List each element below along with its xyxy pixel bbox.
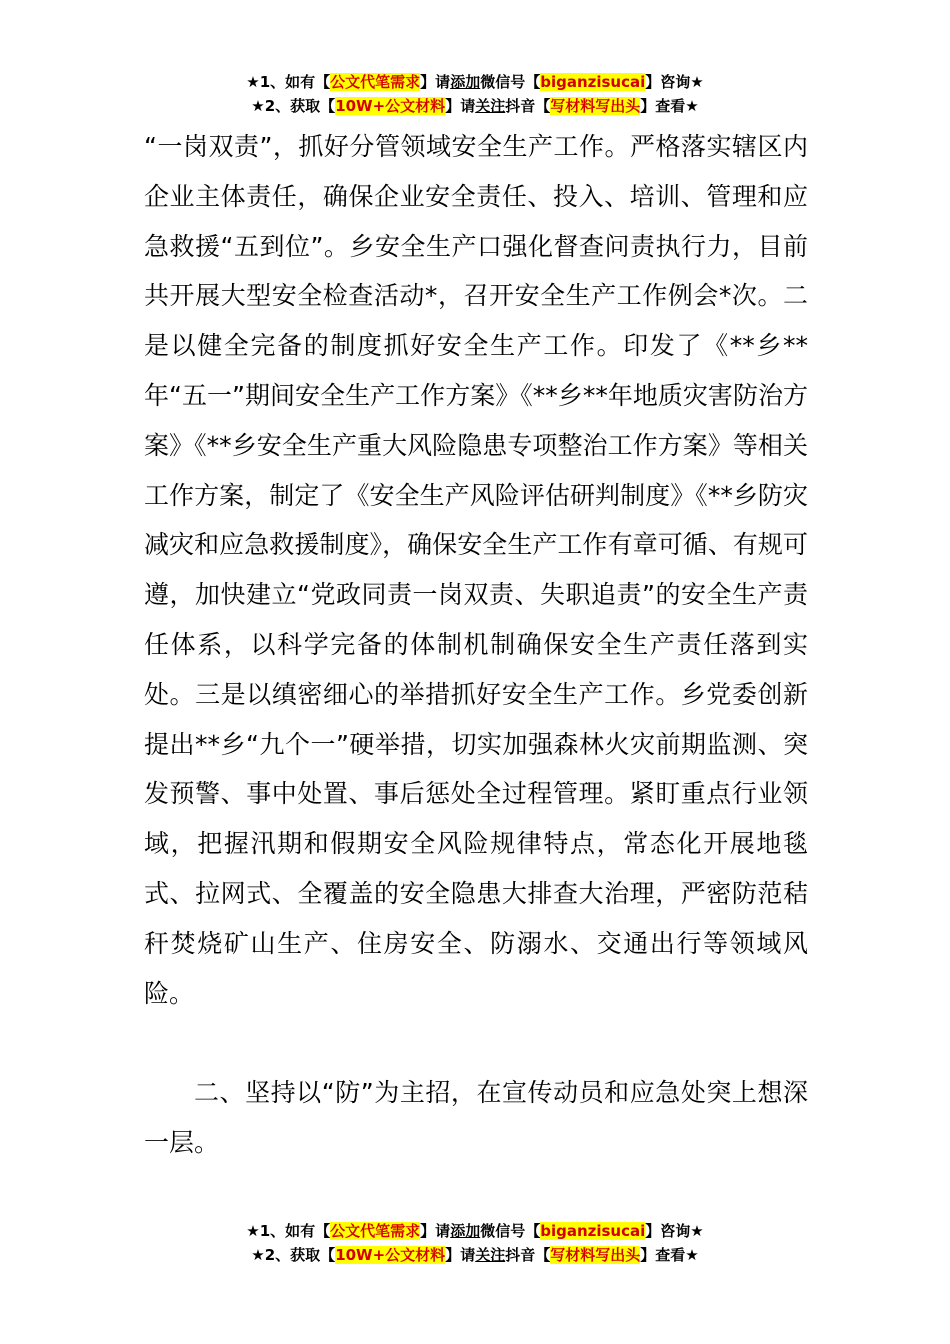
header-banner bbox=[0, 70, 950, 118]
banner-text: ★1、如有【 bbox=[246, 1222, 331, 1240]
banner-text: 】请 bbox=[420, 1222, 451, 1240]
banner-text: 抖音【 bbox=[505, 1246, 551, 1264]
banner-text: 】查看★ bbox=[640, 1246, 699, 1264]
banner-highlight: 公文代笔需求 bbox=[330, 1222, 421, 1240]
banner-line-1 bbox=[0, 1219, 950, 1243]
banner-highlight: 写材料写出头 bbox=[550, 97, 641, 115]
document-body bbox=[144, 122, 808, 1168]
banner-highlight: biganzisucai bbox=[540, 1222, 646, 1240]
banner-line-2 bbox=[0, 1243, 950, 1267]
banner-text: 】咨询★ bbox=[645, 1222, 704, 1240]
banner-emphasis: 关注 bbox=[475, 1246, 506, 1264]
banner-text: 】请 bbox=[445, 97, 476, 115]
banner-text: 微信号【 bbox=[480, 73, 541, 91]
footer-banner bbox=[0, 1219, 950, 1267]
banner-line-1 bbox=[0, 70, 950, 94]
banner-text: 】查看★ bbox=[640, 97, 699, 115]
banner-text: 】请 bbox=[445, 1246, 476, 1264]
banner-highlight: 10W+公文材料 bbox=[335, 1246, 446, 1264]
body-paragraph: “一岗双责”，抓好分管领域安全生产工作。严格落实辖区内企业主体责任，确保企业安全责任、投入、培训、管理和应急救援“五到位”。乡安全生产口强化督查问责执行力，目前共开展大型安全检查活动*，召开安全生产工作例会*次。二是以健全完备的制度抓好安全生产工作。印发了《**乡**年“五一”期间安全生产工作方案》《**乡**年地质灾害防治方案》《**乡安全生产重大风险隐患专项整治工作方案》等相关工作方案，制定了《安全生产风险评估研判制度》《**乡防灾减灾和应急救援制度》，确保安全生产工作有章可循、有规可遵，加快建立“党政同责一岗双责、失职追责”的安全生产责任体系，以科学完备的体制机制确保安全生产责任落到实处。三是以缜密细心的举措抓好安全生产工作。乡党委创新提出**乡“九个一”硬举措，切实加强森林火灾前期监测、突发预警、事中处置、事后惩处全过程管理。紧盯重点行业领域，把握汛期和假期安全风险规律特点，常态化开展地毯式、拉网式、全覆盖的安全隐患大排查大治理，严密防范秸秆焚烧矿山生产、住房安全、防溺水、交通出行等领域风险。 bbox=[144, 132, 808, 1008]
banner-emphasis: 关注 bbox=[475, 97, 506, 115]
banner-line-2 bbox=[0, 94, 950, 118]
paragraph-spacer bbox=[144, 1018, 808, 1068]
banner-highlight: 10W+公文材料 bbox=[335, 97, 446, 115]
banner-text: 微信号【 bbox=[480, 1222, 541, 1240]
section-heading: 二、坚持以“防”为主招，在宣传动员和应急处突上想深一层。 bbox=[144, 1078, 808, 1158]
banner-text: 】咨询★ bbox=[645, 73, 704, 91]
banner-highlight: biganzisucai bbox=[540, 73, 646, 91]
banner-emphasis: 添加 bbox=[450, 1222, 481, 1240]
banner-highlight: 写材料写出头 bbox=[550, 1246, 641, 1264]
banner-emphasis: 添加 bbox=[450, 73, 481, 91]
banner-text: 】请 bbox=[420, 73, 451, 91]
banner-text: 抖音【 bbox=[505, 97, 551, 115]
banner-highlight: 公文代笔需求 bbox=[330, 73, 421, 91]
banner-text: ★2、获取【 bbox=[251, 97, 336, 115]
banner-text: ★1、如有【 bbox=[246, 73, 331, 91]
banner-text: ★2、获取【 bbox=[251, 1246, 336, 1264]
